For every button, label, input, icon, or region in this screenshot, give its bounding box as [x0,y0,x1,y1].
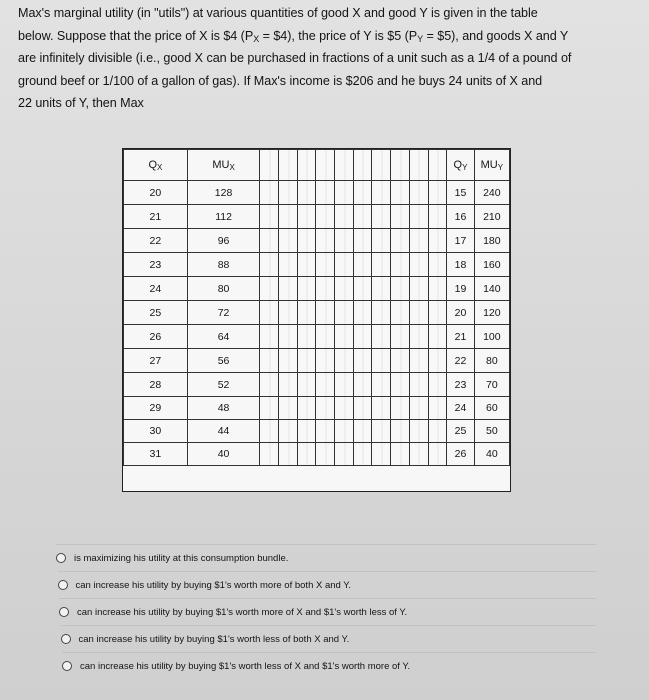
table-spacer-cell [391,253,410,277]
question-line-4: ground beef or 1/100 of a gallon of gas). If Max's income is $206 and he buys 24 units of X and [18,73,543,88]
cell-muy: 180 [474,229,509,253]
cell-muy: 60 [474,397,509,420]
radio-button[interactable] [62,661,72,671]
header-qx: $Q_X$ [124,150,188,181]
answer-option-5[interactable] [62,652,596,679]
table-row [124,443,510,466]
table-spacer-cell [353,229,372,253]
cell-qx: 25 [124,301,188,325]
table-spacer-cell [297,443,316,466]
table-spacer-cell [409,229,428,253]
cell-muy: 160 [474,253,509,277]
table-row [124,205,510,229]
table-spacer-cell [260,349,279,373]
table-spacer-cell [409,205,428,229]
table-spacer-cell [260,325,279,349]
table-spacer-cell [297,397,316,420]
table-spacer-cell [391,349,410,373]
table-spacer-cell [428,443,447,466]
table-spacer-cell [353,253,372,277]
table-spacer-cell [353,325,372,349]
table-spacer-cell [372,301,391,325]
table-spacer-cell [316,420,335,443]
cell-mux: 48 [187,397,260,420]
utility-table [122,148,511,492]
table-spacer-cell [409,181,428,205]
header-mux: $MU_X$ [187,150,260,181]
table-spacer-cell [279,205,298,229]
table-spacer-cell [391,150,410,181]
table-header-row [124,150,510,181]
cell-qx: 24 [124,277,188,301]
cell-qy: 21 [447,325,474,349]
cell-mux: 80 [187,277,260,301]
table-spacer-cell [297,301,316,325]
cell-qy: 22 [447,349,474,373]
table-row [124,229,510,253]
table-row [124,325,510,349]
table-spacer-cell [260,443,279,466]
table-spacer-cell [260,253,279,277]
table-spacer-cell [372,229,391,253]
answer-option-label: can increase his utility by buying $1's worth less of both X and Y. [78,633,350,645]
table-row [124,420,510,443]
question-line-3: are infinitely divisible (i.e., good X can be purchased in fractions of a unit such as a 1/4 of a pound of [18,51,572,65]
table-spacer-cell [316,205,335,229]
table-spacer-cell [279,443,298,466]
cell-qy: 18 [447,253,474,277]
table-spacer-cell [279,150,298,181]
table-row [124,181,510,205]
table-spacer-cell [279,277,298,301]
table-spacer-cell [428,181,447,205]
cell-qy: 19 [447,277,474,301]
table-spacer-cell [409,301,428,325]
cell-qy: 23 [447,373,474,397]
table-spacer-cell [297,373,316,397]
table-spacer-cell [409,253,428,277]
table-spacer-cell [372,253,391,277]
table-spacer-cell [297,420,316,443]
table-spacer-cell [372,181,391,205]
table-spacer-cell [353,301,372,325]
cell-qx: 22 [124,229,188,253]
utility-table-grid [123,149,510,466]
table-spacer-cell [297,253,316,277]
table-spacer-cell [353,349,372,373]
answer-option-4[interactable] [61,625,597,652]
cell-qx: 29 [124,397,188,420]
table-spacer-cell [372,373,391,397]
table-spacer-cell [391,205,410,229]
table-spacer-cell [372,150,391,181]
cell-mux: 40 [187,443,260,466]
table-spacer-cell [279,397,298,420]
cell-qy: 15 [447,181,474,205]
table-spacer-cell [428,205,447,229]
radio-button[interactable] [56,553,66,563]
table-spacer-cell [428,253,447,277]
table-spacer-cell [372,349,391,373]
table-spacer-cell [353,150,372,181]
answer-option-label: can increase his utility by buying $1's worth more of X and $1's worth less of Y. [77,606,408,618]
cell-qy: 26 [447,443,474,466]
table-spacer-cell [409,349,428,373]
table-row [124,373,510,397]
table-spacer-cell [391,229,410,253]
answer-option-1[interactable] [56,544,596,571]
table-spacer-cell [428,373,447,397]
table-spacer-cell [428,277,447,301]
table-spacer-cell [279,420,298,443]
cell-mux: 88 [187,253,260,277]
cell-qx: 23 [124,253,188,277]
table-spacer-cell [297,150,316,181]
table-spacer-cell [409,150,428,181]
cell-qx: 31 [124,443,188,466]
table-spacer-cell [260,373,279,397]
table-spacer-cell [353,181,372,205]
cell-mux: 64 [187,325,260,349]
table-spacer-cell [260,229,279,253]
table-spacer-cell [316,181,335,205]
table-row [124,253,510,277]
table-spacer-cell [372,205,391,229]
table-spacer-cell [260,150,279,181]
table-row [124,397,510,420]
table-spacer-cell [316,301,335,325]
table-spacer-cell [335,325,354,349]
cell-mux: 128 [187,181,260,205]
table-spacer-cell [316,277,335,301]
table-row [124,301,510,325]
table-spacer-cell [428,150,447,181]
table-spacer-cell [372,325,391,349]
question-line-1: Max's marginal utility (in "utils") at various quantities of good X and good Y is given in the table [18,6,538,20]
cell-qx: 28 [124,373,188,397]
table-spacer-cell [279,181,298,205]
question-line-5: 22 units of Y, then Max [18,96,144,110]
table-spacer-cell [260,181,279,205]
answer-option-label: can increase his utility by buying $1's worth less of X and $1's worth more of Y. [80,660,411,672]
table-spacer-cell [353,373,372,397]
table-spacer-cell [409,325,428,349]
cell-qx: 30 [124,420,188,443]
table-spacer-cell [372,443,391,466]
table-spacer-cell [335,150,354,181]
cell-mux: 112 [187,205,260,229]
table-spacer-cell [316,443,335,466]
table-row [124,349,510,373]
table-spacer-cell [409,420,428,443]
table-spacer-cell [279,325,298,349]
table-spacer-cell [335,349,354,373]
table-spacer-cell [335,420,354,443]
question-text [18,2,618,115]
cell-qx: 27 [124,349,188,373]
table-spacer-cell [335,443,354,466]
table-spacer-cell [297,325,316,349]
table-spacer-cell [428,325,447,349]
cell-muy: 210 [474,205,509,229]
table-spacer-cell [316,397,335,420]
table-spacer-cell [335,277,354,301]
cell-mux: 96 [187,229,260,253]
cell-mux: 52 [187,373,260,397]
cell-qy: 24 [447,397,474,420]
table-spacer-cell [297,181,316,205]
answer-option-3[interactable] [59,598,596,625]
table-spacer-cell [391,325,410,349]
table-spacer-cell [372,420,391,443]
table-spacer-cell [335,253,354,277]
table-spacer-cell [260,301,279,325]
table-spacer-cell [316,229,335,253]
table-spacer-cell [297,229,316,253]
table-spacer-cell [279,301,298,325]
table-spacer-cell [353,277,372,301]
table-spacer-cell [297,349,316,373]
table-spacer-cell [391,443,410,466]
table-spacer-cell [409,443,428,466]
cell-qy: 25 [447,420,474,443]
table-spacer-cell [335,229,354,253]
header-qy: $Q_Y$ [447,150,474,181]
table-spacer-cell [279,349,298,373]
cell-muy: 50 [474,420,509,443]
answer-option-2[interactable] [58,571,597,598]
table-spacer-cell [353,397,372,420]
table-spacer-cell [353,205,372,229]
table-spacer-cell [260,420,279,443]
table-spacer-cell [428,397,447,420]
table-spacer-cell [391,277,410,301]
answer-options [56,544,596,679]
question-line-2: below. Suppose that the price of X is $4 ($P_X$ = $4), the price of Y is $5 ($P_Y$ = $5), and goods X and Y [18,28,569,44]
table-spacer-cell [335,181,354,205]
table-spacer-cell [335,301,354,325]
cell-mux: 44 [187,420,260,443]
cell-qx: 21 [124,205,188,229]
table-spacer-cell [316,253,335,277]
cell-qx: 26 [124,325,188,349]
answer-option-label: can increase his utility by buying $1's worth more of both X and Y. [75,579,352,591]
cell-muy: 40 [474,443,509,466]
table-spacer-cell [316,373,335,397]
table-spacer-cell [391,373,410,397]
cell-qy: 17 [447,229,474,253]
cell-muy: 140 [474,277,509,301]
table-spacer-cell [391,397,410,420]
table-spacer-cell [353,443,372,466]
cell-mux: 56 [187,349,260,373]
radio-button[interactable] [59,607,69,617]
table-spacer-cell [279,253,298,277]
table-spacer-cell [428,301,447,325]
table-spacer-cell [297,277,316,301]
table-spacer-cell [428,229,447,253]
table-spacer-cell [316,150,335,181]
table-spacer-cell [391,181,410,205]
radio-button[interactable] [58,580,68,590]
cell-muy: 240 [474,181,509,205]
cell-qx: 20 [124,181,188,205]
cell-qy: 16 [447,205,474,229]
cell-muy: 120 [474,301,509,325]
table-spacer-cell [391,420,410,443]
table-spacer-cell [260,277,279,301]
table-spacer-cell [409,373,428,397]
table-spacer-cell [353,420,372,443]
table-spacer-cell [260,397,279,420]
table-spacer-cell [316,349,335,373]
table-spacer-cell [279,373,298,397]
table-spacer-cell [279,229,298,253]
cell-mux: 72 [187,301,260,325]
table-spacer-cell [335,373,354,397]
table-spacer-cell [409,397,428,420]
radio-button[interactable] [61,634,71,644]
cell-muy: 70 [474,373,509,397]
table-spacer-cell [409,277,428,301]
cell-muy: 80 [474,349,509,373]
cell-muy: 100 [474,325,509,349]
table-spacer-cell [391,301,410,325]
table-spacer-cell [260,205,279,229]
table-spacer-cell [335,397,354,420]
table-row [124,277,510,301]
table-spacer-cell [428,420,447,443]
cell-qy: 20 [447,301,474,325]
answer-option-label: is maximizing his utility at this consumption bundle. [74,552,289,564]
table-spacer-cell [372,397,391,420]
table-spacer-cell [335,205,354,229]
table-spacer-cell [297,205,316,229]
table-spacer-cell [428,349,447,373]
table-spacer-cell [372,277,391,301]
table-spacer-cell [316,325,335,349]
header-muy: $MU_Y$ [474,150,509,181]
